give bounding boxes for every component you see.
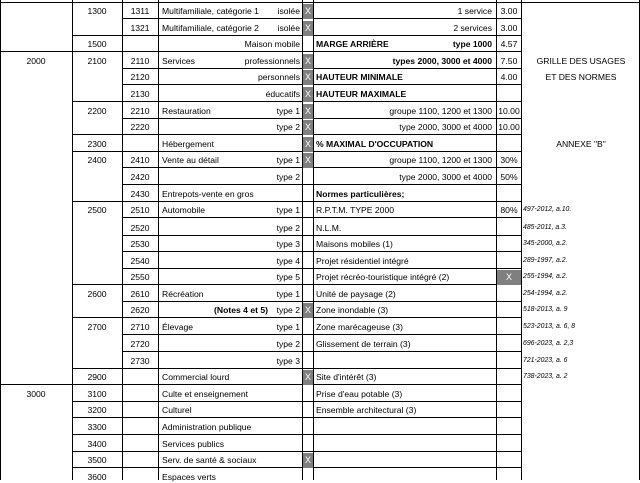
norm-applicable-mark: X — [497, 270, 521, 285]
cell-sub: 2210 — [130, 106, 150, 116]
cell-code: 2700 — [87, 322, 107, 332]
usage-allowed-mark: X — [303, 153, 313, 168]
cell-note: 255-1994, a.2. — [523, 273, 568, 280]
cell-spec: 2 services — [453, 23, 492, 33]
cell-spec-l: R.P.T.M. TYPE 2000 — [316, 205, 395, 215]
cell-typ: professionnels — [244, 56, 300, 66]
cell-typ: type 2 — [276, 172, 300, 182]
usage-allowed-mark: X — [303, 21, 313, 36]
cell-label: Entrepots-vente en gros — [162, 189, 254, 199]
cell-spec: type 2000, 3000 et 4000 — [399, 172, 492, 182]
cell-label: Élevage — [162, 322, 194, 332]
cell-label: Culte et enseignement — [162, 389, 248, 399]
cell-code: 2400 — [87, 155, 107, 165]
cell-spec-l: Unité de paysage (2) — [316, 289, 396, 299]
cell-note: ANNEXE "B" — [556, 139, 606, 149]
cell-typ: type 1 — [276, 322, 300, 332]
cell-label: Services — [162, 56, 195, 66]
cell-typ: type 5 — [276, 272, 300, 282]
cell-spec-l: N.L.M. — [316, 223, 342, 233]
cell-spec-l: Zone inondable (3) — [316, 305, 389, 315]
cell-note: 497-2012, a.10. — [523, 206, 572, 213]
cell-typ: Maison mobile — [244, 39, 300, 49]
cell-val: 3.00 — [500, 23, 518, 33]
cell-code: 2900 — [87, 372, 107, 382]
cell-typ: type 2 — [276, 305, 300, 315]
cell-code: 3300 — [87, 422, 107, 432]
cell-sub: 1311 — [130, 6, 150, 16]
cell-spec-l: Site d'intérêt (3) — [316, 372, 377, 382]
cell-spec: groupe 1100, 1200 et 1300 — [389, 106, 492, 116]
usage-allowed-mark: X — [303, 4, 313, 19]
cell-spec-l: Ensemble architectural (3) — [316, 405, 417, 415]
cell-sub: 2410 — [130, 155, 150, 165]
cell-sub: 2530 — [130, 239, 150, 249]
cell-code: 2500 — [87, 205, 107, 215]
cell-label: Restauration — [162, 106, 211, 116]
cell-code: 1500 — [87, 39, 107, 49]
cell-typ: type 1 — [276, 155, 300, 165]
cell-sub: 2540 — [130, 256, 150, 266]
cell-label: Culturel — [162, 405, 192, 415]
cell-typ: type 1 — [276, 205, 300, 215]
cell-note: GRILLE DES USAGES — [536, 56, 626, 66]
cell-val: 10.00 — [498, 122, 520, 132]
cell-sub: 2620 — [130, 305, 150, 315]
cell-label: Espaces verts — [162, 472, 216, 482]
cell-spec: type 1000 — [452, 39, 492, 49]
cell-typ: type 2 — [276, 223, 300, 233]
cell-spec-l: Projet résidentiel intégré — [316, 256, 409, 266]
cell-sub: 2220 — [130, 122, 150, 132]
cell-sub: 2710 — [130, 322, 150, 332]
cell-code: 3100 — [87, 389, 107, 399]
cell-spec-l: MARGE ARRIÈRE — [316, 39, 389, 49]
usage-allowed-mark: X — [303, 120, 313, 135]
cell-sub: 2520 — [130, 223, 150, 233]
cell-val: 7.50 — [500, 56, 518, 66]
cell-code: 2200 — [87, 106, 107, 116]
cell-label: Multifamiliale, catégorie 1 — [162, 6, 259, 16]
cell-grp: 3000 — [26, 389, 46, 399]
cell-val: 10.00 — [498, 106, 520, 116]
cell-sub: 2610 — [130, 289, 150, 299]
cell-spec-l: Normes particulières; — [316, 189, 405, 199]
cell-sub: 2730 — [130, 356, 150, 366]
cell-code: 3200 — [87, 405, 107, 415]
cell-label: Administration publique — [162, 422, 252, 432]
cell-typ: type 2 — [276, 122, 300, 132]
usage-allowed-mark: X — [303, 137, 313, 152]
cell-typ: type 4 — [276, 256, 300, 266]
cell-label: Récréation — [162, 289, 204, 299]
cell-label: Automobile — [162, 205, 205, 215]
cell-note: 289-1997, a.2. — [523, 257, 568, 264]
cell-code: 2300 — [87, 139, 107, 149]
cell-typ: personnels — [257, 72, 300, 82]
cell-val: 4.00 — [500, 72, 518, 82]
cell-note: 485-2011, a.3. — [523, 224, 567, 231]
cell-spec-l: Zone marécageuse (3) — [316, 322, 403, 332]
usage-allowed-mark: X — [303, 453, 313, 468]
cell-val: 3.00 — [500, 6, 518, 16]
cell-sub: 2430 — [130, 189, 150, 199]
cell-sub: 2130 — [130, 89, 150, 99]
cell-code: 2600 — [87, 289, 107, 299]
cell-grp: 2000 — [26, 56, 46, 66]
cell-spec: 1 service — [457, 6, 492, 16]
usage-allowed-mark: X — [303, 370, 313, 385]
cell-sub: 2110 — [130, 56, 150, 66]
usage-allowed-mark: X — [303, 70, 313, 85]
cell-typ: type 1 — [276, 106, 300, 116]
cell-typ: isolée — [277, 6, 300, 16]
cell-val: 30% — [500, 155, 518, 165]
cell-spec: type 2000, 3000 et 4000 — [399, 122, 492, 132]
cell-sub: 2510 — [130, 205, 150, 215]
usage-allowed-mark: X — [303, 303, 313, 318]
cell-label: Services publics — [162, 439, 225, 449]
cell-val: 80% — [500, 205, 518, 215]
cell-spec: types 2000, 3000 et 4000 — [392, 56, 492, 66]
cell-typ: éducatifs — [265, 89, 300, 99]
cell-spec-l: Glissement de terrain (3) — [316, 339, 411, 349]
cell-typ: type 2 — [276, 339, 300, 349]
cell-note: 345-2000, a.2. — [523, 240, 568, 247]
cell-typ: type 3 — [276, 239, 300, 249]
cell-typ: isolée — [277, 23, 300, 33]
cell-typ: type 1 — [276, 289, 300, 299]
cell-code: 3500 — [87, 455, 107, 465]
cell-val: 50% — [500, 172, 518, 182]
cell-note: ET DES NORMES — [545, 72, 617, 82]
cell-note: 721-2023, a. 6 — [523, 357, 568, 364]
cell-sub: 2550 — [130, 272, 150, 282]
cell-code: 2100 — [87, 56, 107, 66]
cell-label: Multifamiliale, catégorie 2 — [162, 23, 259, 33]
cell-val: 4.57 — [500, 39, 518, 49]
cell-note: 738-2023, a. 2 — [523, 373, 568, 380]
cell-spec-l: HAUTEUR MINIMALE — [316, 72, 403, 82]
cell-spec: groupe 1100, 1200 et 1300 — [389, 155, 492, 165]
cell-label: (Notes 4 et 5) — [214, 305, 268, 315]
cell-spec-l: % MAXIMAL D'OCCUPATION — [316, 139, 434, 149]
cell-note: 523-2013, a. 6, 8 — [523, 323, 576, 330]
cell-code: 3600 — [87, 472, 107, 482]
cell-sub: 2720 — [130, 339, 150, 349]
cell-code: 3400 — [87, 439, 107, 449]
cell-label: Serv. de santé & sociaux — [162, 455, 257, 465]
cell-spec-l: Maisons mobiles (1) — [316, 239, 393, 249]
cell-sub: 2120 — [130, 72, 150, 82]
cell-spec-l: Prise d'eau potable (3) — [316, 389, 403, 399]
cell-spec-l: Projet récréo-touristique intégré (2) — [316, 272, 450, 282]
cell-sub: 1321 — [130, 23, 150, 33]
usage-allowed-mark: X — [303, 87, 313, 102]
usage-allowed-mark: X — [303, 104, 313, 119]
cell-label: Vente au détail — [162, 155, 219, 165]
cell-code: 1300 — [87, 6, 107, 16]
cell-note: 254-1994, a.2. — [523, 290, 568, 297]
cell-spec-l: HAUTEUR MAXIMALE — [316, 89, 407, 99]
cell-label: Hébergement — [162, 139, 215, 149]
cell-typ: type 3 — [276, 356, 300, 366]
usage-allowed-mark: X — [303, 54, 313, 69]
cell-note: 518-2013, a. 9 — [523, 306, 568, 313]
cell-note: 696-2023, a. 2,3 — [523, 340, 574, 347]
cell-label: Commercial lourd — [162, 372, 230, 382]
cell-sub: 2420 — [130, 172, 150, 182]
